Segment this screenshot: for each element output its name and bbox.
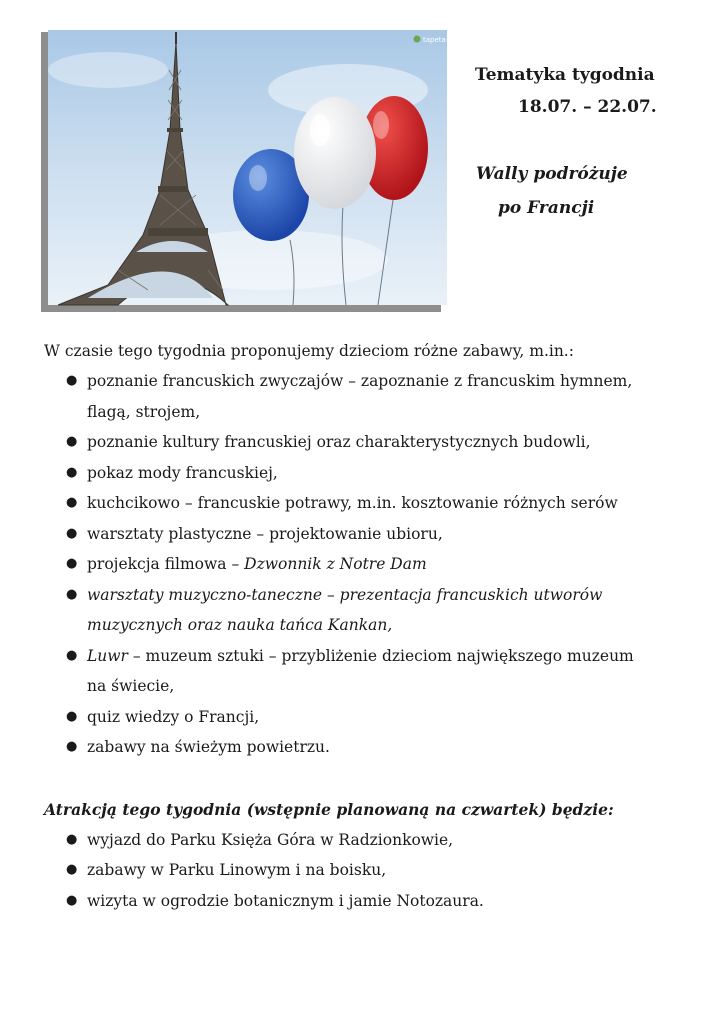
- bullet-icon: ●: [66, 739, 78, 754]
- attraction-list: [44, 825, 684, 917]
- list-item: ● Luwr – muzeum sztuki – przybliżenie dzieciom największego muzeum na świecie,: [44, 641, 684, 702]
- bullet-icon: ●: [66, 556, 78, 571]
- list-item: ● quiz wiedzy o Francji,: [44, 702, 684, 733]
- svg-text:tapeta-lo.pl: tapeta-lo.pl: [423, 36, 464, 44]
- list-item: ● poznanie francuskich zwyczajów – zapoznanie z francuskim hymnem, flagą, strojem,: [44, 366, 684, 427]
- list-item: ● wyjazd do Parku Księża Góra w Radzionkowie,: [44, 825, 684, 856]
- list-item: ● projekcja filmowa – Dzwonnik z Notre Dam: [44, 549, 684, 580]
- bullet-icon: ●: [66, 647, 78, 663]
- bullet-icon: ●: [66, 373, 78, 388]
- list-item: ● zabawy na świeżym powietrzu.: [44, 732, 684, 763]
- bullet-icon: ●: [66, 495, 78, 510]
- list-item: ● zabawy w Parku Linowym i na boisku,: [44, 855, 684, 886]
- list-item: ● kuchcikowo – francuskie potrawy, m.in. kosztowanie różnych serów: [44, 488, 684, 519]
- bullet-icon: ●: [66, 464, 78, 480]
- bullet-icon: ●: [66, 831, 78, 847]
- bullet-icon: ●: [66, 434, 78, 449]
- list-item: ● pokaz mody francuskiej,: [44, 458, 684, 489]
- header-photo: [41, 30, 464, 312]
- theme-subtitle-line1: Wally podróżuje: [476, 164, 628, 184]
- document-body: [44, 336, 684, 916]
- list-item: ● poznanie kultury francuskiej oraz charakterystycznych budowli,: [44, 427, 684, 458]
- intro-paragraph: W czasie tego tygodnia proponujemy dzieciom różne zabawy, m.in.:: [44, 342, 574, 360]
- bullet-icon: ●: [66, 892, 78, 908]
- list-item: ● wizyta w ogrodzie botanicznym i jamie Notozaura.: [44, 886, 684, 917]
- week-dates: 18.07. – 22.07.: [518, 97, 657, 117]
- attraction-heading: Atrakcją tego tygodnia (wstępnie planowaną na czwartek) będzie:: [44, 799, 614, 819]
- bullet-icon: ●: [66, 708, 78, 724]
- list-item: ● warsztaty plastyczne – projektowanie ubioru,: [44, 519, 684, 550]
- eiffel-balloons-image: [48, 30, 464, 305]
- week-theme-title: Tematyka tygodnia: [475, 65, 655, 85]
- bullet-icon: ●: [66, 862, 78, 877]
- activity-list: [44, 366, 684, 763]
- theme-subtitle-line2: po Francji: [498, 198, 595, 218]
- list-item: ● warsztaty muzyczno-taneczne – prezentacja francuskich utworów muzycznych oraz nauka tańca Kankan,: [44, 580, 684, 641]
- bullet-icon: ●: [66, 586, 78, 602]
- bullet-icon: ●: [66, 525, 78, 541]
